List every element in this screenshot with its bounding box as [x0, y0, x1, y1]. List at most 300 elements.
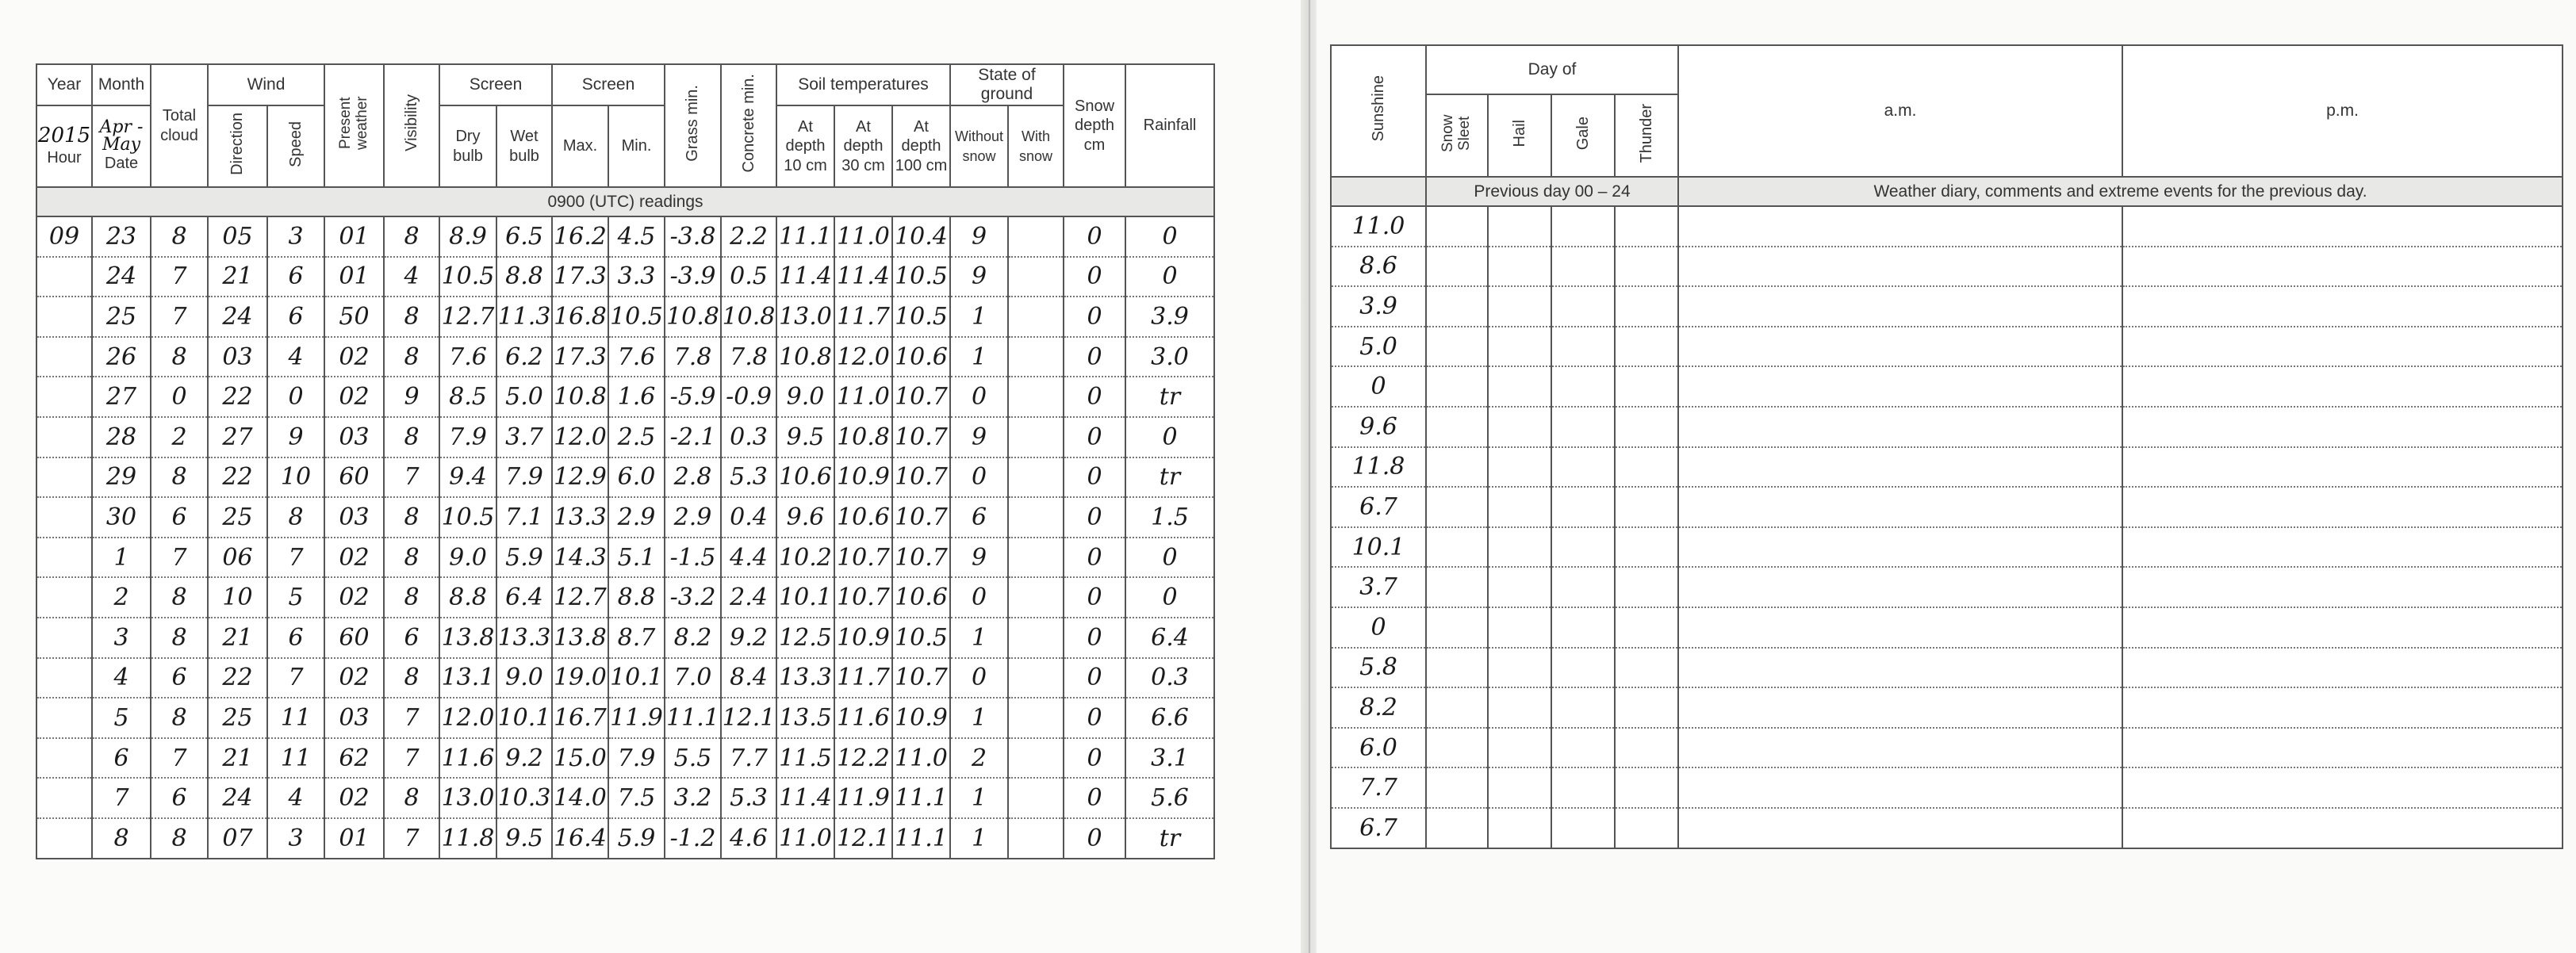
cell-vis: 6 — [384, 618, 439, 658]
cell-dir: 10 — [208, 577, 267, 618]
cell-speed: 9 — [267, 417, 324, 457]
cell-sunshine: 5.0 — [1331, 327, 1426, 367]
cell-pm — [2122, 407, 2563, 447]
cell-am — [1678, 327, 2122, 367]
cell-without: 1 — [950, 618, 1008, 658]
cell-soil30: 12.2 — [834, 738, 892, 779]
cell-min: 7.5 — [608, 778, 665, 818]
cell-snow: 0 — [1064, 457, 1125, 498]
day-of-header: Day of — [1426, 45, 1678, 94]
cell-soil100: 10.5 — [892, 257, 950, 297]
cell-dry: 12.7 — [439, 297, 496, 337]
cell-dir: 25 — [208, 497, 267, 538]
diary-row — [1331, 247, 2563, 287]
cell-min: 5.1 — [608, 538, 665, 578]
cell-cloud: 8 — [151, 818, 208, 859]
cell-grass: -1.2 — [665, 818, 721, 859]
cell-max: 10.8 — [552, 377, 608, 417]
cell-speed: 11 — [267, 698, 324, 738]
cell-pm — [2122, 247, 2563, 287]
band-empty — [1331, 177, 1426, 206]
cell-soil10: 11.4 — [776, 778, 834, 818]
cell-speed: 3 — [267, 216, 324, 257]
cell-sunshine: 3.7 — [1331, 567, 1426, 607]
cell-vis: 7 — [384, 738, 439, 779]
cell-soil30: 10.9 — [834, 618, 892, 658]
cell-max: 16.7 — [552, 698, 608, 738]
cell-thunder — [1615, 206, 1678, 247]
cell-snow: 0 — [1064, 337, 1125, 377]
observation-row — [36, 457, 1214, 498]
cell-cloud: 7 — [151, 297, 208, 337]
cell-weather: 03 — [324, 698, 384, 738]
cell-pm — [2122, 447, 2563, 488]
cell-snow: 0 — [1064, 577, 1125, 618]
cell-rain: 0 — [1125, 216, 1214, 257]
cell-without: 2 — [950, 738, 1008, 779]
cell-snow: 0 — [1064, 417, 1125, 457]
cell-concrete: 5.3 — [721, 457, 776, 498]
observation-row — [36, 497, 1214, 538]
cell-without: 0 — [950, 577, 1008, 618]
cell-min: 7.6 — [608, 337, 665, 377]
cell-rain: 6.6 — [1125, 698, 1214, 738]
cell-sunshine: 8.6 — [1331, 247, 1426, 287]
cell-hour — [36, 337, 92, 377]
cell-grass: -3.8 — [665, 216, 721, 257]
cell-gale — [1551, 527, 1615, 568]
cell-concrete: 2.2 — [721, 216, 776, 257]
diary-row — [1331, 527, 2563, 568]
cell-hour — [36, 698, 92, 738]
cell-date: 6 — [92, 738, 151, 779]
cell-with — [1008, 738, 1064, 779]
cell-soil10: 9.0 — [776, 377, 834, 417]
cell-weather: 03 — [324, 497, 384, 538]
cell-cloud: 6 — [151, 658, 208, 698]
cell-without: 1 — [950, 778, 1008, 818]
cell-weather: 60 — [324, 457, 384, 498]
cell-weather: 02 — [324, 538, 384, 578]
cell-grass: -5.9 — [665, 377, 721, 417]
cell-speed: 10 — [267, 457, 324, 498]
cell-pm — [2122, 206, 2563, 247]
cell-sunshine: 11.0 — [1331, 206, 1426, 247]
cell-grass: 10.8 — [665, 297, 721, 337]
cell-speed: 7 — [267, 658, 324, 698]
cell-thunder — [1615, 407, 1678, 447]
cell-soil30: 11.0 — [834, 377, 892, 417]
observation-row — [36, 216, 1214, 257]
observation-row — [36, 698, 1214, 738]
cell-soil10: 11.5 — [776, 738, 834, 779]
cell-soil30: 10.8 — [834, 417, 892, 457]
cell-with — [1008, 216, 1064, 257]
cell-date: 28 — [92, 417, 151, 457]
cell-sunshine: 10.1 — [1331, 527, 1426, 568]
cell-thunder — [1615, 447, 1678, 488]
cell-sunshine: 9.6 — [1331, 407, 1426, 447]
cell-thunder — [1615, 767, 1678, 808]
cell-speed: 7 — [267, 538, 324, 578]
cell-vis: 8 — [384, 337, 439, 377]
cell-without: 0 — [950, 457, 1008, 498]
cell-date: 25 — [92, 297, 151, 337]
gale-header: Gale — [1551, 94, 1615, 177]
cell-date: 27 — [92, 377, 151, 417]
cell-hail — [1488, 407, 1551, 447]
cell-snow-sleet — [1426, 247, 1488, 287]
concrete-min-header: Concrete min. — [721, 64, 776, 187]
cell-min: 4.5 — [608, 216, 665, 257]
cell-am — [1678, 728, 2122, 768]
cell-hour — [36, 658, 92, 698]
direction-header: Direction — [208, 105, 267, 187]
diary-row — [1331, 206, 2563, 247]
cell-pm — [2122, 366, 2563, 407]
cell-date: 29 — [92, 457, 151, 498]
cell-snow-sleet — [1426, 567, 1488, 607]
cell-grass: -3.9 — [665, 257, 721, 297]
cell-wet: 3.7 — [496, 417, 552, 457]
cell-soil100: 10.7 — [892, 658, 950, 698]
cell-am — [1678, 808, 2122, 848]
cell-dry: 10.5 — [439, 257, 496, 297]
cell-snow-sleet — [1426, 447, 1488, 488]
cell-sunshine: 6.7 — [1331, 487, 1426, 527]
cell-with — [1008, 377, 1064, 417]
cell-vis: 8 — [384, 538, 439, 578]
cell-with — [1008, 618, 1064, 658]
cell-gale — [1551, 728, 1615, 768]
cell-hail — [1488, 767, 1551, 808]
cell-snow: 0 — [1064, 257, 1125, 297]
cell-min: 10.5 — [608, 297, 665, 337]
cell-dir: 21 — [208, 257, 267, 297]
cell-concrete: 4.6 — [721, 818, 776, 859]
am-header: a.m. — [1678, 45, 2122, 177]
cell-thunder — [1615, 687, 1678, 728]
total-cloud-header: Total cloud — [151, 64, 208, 187]
cell-dry: 10.5 — [439, 497, 496, 538]
cell-am — [1678, 567, 2122, 607]
diary-row — [1331, 327, 2563, 367]
cell-concrete: 10.8 — [721, 297, 776, 337]
cell-grass: -1.5 — [665, 538, 721, 578]
cell-gale — [1551, 247, 1615, 287]
cell-hour — [36, 738, 92, 779]
cell-date: 7 — [92, 778, 151, 818]
cell-sunshine: 5.8 — [1331, 648, 1426, 688]
year-hour-cell — [36, 105, 92, 187]
cell-with — [1008, 337, 1064, 377]
snow-sleet-header: Snow Sleet — [1426, 94, 1488, 177]
cell-min: 6.0 — [608, 457, 665, 498]
cell-cloud: 8 — [151, 457, 208, 498]
cell-rain: tr — [1125, 818, 1214, 859]
cell-min: 11.9 — [608, 698, 665, 738]
cell-soil10: 13.0 — [776, 297, 834, 337]
cell-dry: 9.4 — [439, 457, 496, 498]
cell-rain: 0 — [1125, 577, 1214, 618]
cell-snow-sleet — [1426, 767, 1488, 808]
cell-max: 15.0 — [552, 738, 608, 779]
cell-wet: 10.3 — [496, 778, 552, 818]
cell-without: 1 — [950, 818, 1008, 859]
observation-row — [36, 778, 1214, 818]
cell-thunder — [1615, 527, 1678, 568]
cell-wet: 8.8 — [496, 257, 552, 297]
screen-header-1: Screen — [439, 64, 552, 105]
cell-without: 1 — [950, 297, 1008, 337]
cell-hour — [36, 497, 92, 538]
cell-with — [1008, 417, 1064, 457]
month-header: Month — [92, 64, 151, 105]
cell-weather: 03 — [324, 417, 384, 457]
cell-hail — [1488, 286, 1551, 327]
cell-am — [1678, 487, 2122, 527]
cell-concrete: 7.8 — [721, 337, 776, 377]
cell-cloud: 7 — [151, 538, 208, 578]
cell-dry: 9.0 — [439, 538, 496, 578]
cell-speed: 6 — [267, 297, 324, 337]
cell-grass: -2.1 — [665, 417, 721, 457]
diary-row — [1331, 648, 2563, 688]
cell-pm — [2122, 607, 2563, 648]
observation-row — [36, 658, 1214, 698]
cell-vis: 8 — [384, 417, 439, 457]
cell-dry: 7.6 — [439, 337, 496, 377]
cell-rain: 5.6 — [1125, 778, 1214, 818]
cell-rain: 1.5 — [1125, 497, 1214, 538]
observation-row — [36, 818, 1214, 859]
grass-min-header: Grass min. — [665, 64, 721, 187]
cell-grass: 3.2 — [665, 778, 721, 818]
cell-rain: 0 — [1125, 417, 1214, 457]
cell-gale — [1551, 767, 1615, 808]
cell-snow-sleet — [1426, 206, 1488, 247]
year-header: Year — [36, 64, 92, 105]
cell-speed: 3 — [267, 818, 324, 859]
cell-max: 19.0 — [552, 658, 608, 698]
cell-concrete: 9.2 — [721, 618, 776, 658]
observation-row — [36, 618, 1214, 658]
speed-header: Speed — [267, 105, 324, 187]
cell-max: 16.2 — [552, 216, 608, 257]
snow-depth-header: Snow depth cm — [1064, 64, 1125, 187]
cell-soil10: 11.4 — [776, 257, 834, 297]
diary-row — [1331, 567, 2563, 607]
fold-line — [1309, 0, 1310, 953]
cell-pm — [2122, 648, 2563, 688]
cell-speed: 11 — [267, 738, 324, 779]
cell-hail — [1488, 366, 1551, 407]
cell-snow-sleet — [1426, 728, 1488, 768]
cell-concrete: 0.4 — [721, 497, 776, 538]
cell-soil30: 11.9 — [834, 778, 892, 818]
diary-row — [1331, 607, 2563, 648]
diary-row — [1331, 487, 2563, 527]
cell-dry: 8.8 — [439, 577, 496, 618]
cell-speed: 4 — [267, 778, 324, 818]
cell-am — [1678, 366, 2122, 407]
diary-row — [1331, 687, 2563, 728]
cell-without: 9 — [950, 257, 1008, 297]
cell-gale — [1551, 648, 1615, 688]
cell-with — [1008, 818, 1064, 859]
cell-hour: 09 — [36, 216, 92, 257]
cell-hail — [1488, 808, 1551, 848]
max-header: Max. — [552, 105, 608, 187]
cell-weather: 02 — [324, 337, 384, 377]
cell-grass: 8.2 — [665, 618, 721, 658]
cell-max: 13.3 — [552, 497, 608, 538]
cell-grass: 2.9 — [665, 497, 721, 538]
month-value: Apr - May — [99, 117, 144, 155]
cell-soil30: 10.9 — [834, 457, 892, 498]
cell-sunshine: 6.0 — [1331, 728, 1426, 768]
cell-hail — [1488, 567, 1551, 607]
cell-hour — [36, 778, 92, 818]
cell-soil10: 11.0 — [776, 818, 834, 859]
cell-snow: 0 — [1064, 216, 1125, 257]
cell-without: 0 — [950, 658, 1008, 698]
cell-gale — [1551, 286, 1615, 327]
cell-soil100: 10.7 — [892, 417, 950, 457]
cell-rain: 0.3 — [1125, 658, 1214, 698]
cell-soil10: 10.8 — [776, 337, 834, 377]
cell-speed: 5 — [267, 577, 324, 618]
observation-row — [36, 377, 1214, 417]
cell-soil30: 11.7 — [834, 297, 892, 337]
readings-band: 0900 (UTC) readings — [36, 187, 1214, 216]
dry-bulb-header: Dry bulb — [439, 105, 496, 187]
hail-header: Hail — [1488, 94, 1551, 177]
cell-dir: 22 — [208, 457, 267, 498]
cell-concrete: 4.4 — [721, 538, 776, 578]
cell-cloud: 8 — [151, 337, 208, 377]
cell-dir: 25 — [208, 698, 267, 738]
depth-10-header: At depth 10 cm — [776, 105, 834, 187]
cell-rain: tr — [1125, 457, 1214, 498]
without-snow-header: Without snow — [950, 105, 1008, 187]
cell-soil100: 10.7 — [892, 538, 950, 578]
cell-min: 7.9 — [608, 738, 665, 779]
cell-dir: 24 — [208, 297, 267, 337]
cell-rain: 3.1 — [1125, 738, 1214, 779]
cell-hour — [36, 457, 92, 498]
cell-wet: 9.0 — [496, 658, 552, 698]
cell-vis: 7 — [384, 818, 439, 859]
cell-cloud: 7 — [151, 257, 208, 297]
cell-soil100: 10.5 — [892, 297, 950, 337]
cell-grass: -3.2 — [665, 577, 721, 618]
cell-weather: 02 — [324, 778, 384, 818]
cell-soil100: 10.6 — [892, 577, 950, 618]
hour-label: Hour — [47, 149, 82, 167]
cell-thunder — [1615, 327, 1678, 367]
cell-hail — [1488, 527, 1551, 568]
cell-without: 1 — [950, 698, 1008, 738]
cell-soil100: 10.6 — [892, 337, 950, 377]
cell-dry: 13.0 — [439, 778, 496, 818]
visibility-header: Visibility — [384, 64, 439, 187]
observation-row — [36, 577, 1214, 618]
cell-concrete: 2.4 — [721, 577, 776, 618]
cell-soil100: 10.7 — [892, 457, 950, 498]
diary-row — [1331, 767, 2563, 808]
cell-dir: 21 — [208, 738, 267, 779]
cell-wet: 11.3 — [496, 297, 552, 337]
cell-snow: 0 — [1064, 497, 1125, 538]
cell-snow-sleet — [1426, 327, 1488, 367]
cell-vis: 8 — [384, 658, 439, 698]
cell-thunder — [1615, 808, 1678, 848]
cell-min: 3.3 — [608, 257, 665, 297]
cell-snow: 0 — [1064, 538, 1125, 578]
cell-weather: 60 — [324, 618, 384, 658]
cell-am — [1678, 247, 2122, 287]
state-of-ground-header: State of ground — [950, 64, 1064, 105]
observations-table — [36, 63, 1215, 859]
soil-temperatures-header: Soil temperatures — [776, 64, 950, 105]
cell-soil100: 10.7 — [892, 377, 950, 417]
cell-soil10: 10.2 — [776, 538, 834, 578]
sunshine-header: Sunshine — [1331, 45, 1426, 177]
cell-soil10: 9.6 — [776, 497, 834, 538]
date-label: Date — [104, 155, 139, 173]
cell-soil100: 11.1 — [892, 778, 950, 818]
cell-min: 2.9 — [608, 497, 665, 538]
cell-cloud: 8 — [151, 577, 208, 618]
cell-rain: 0 — [1125, 257, 1214, 297]
cell-vis: 8 — [384, 297, 439, 337]
cell-am — [1678, 687, 2122, 728]
cell-without: 9 — [950, 216, 1008, 257]
cell-min: 2.5 — [608, 417, 665, 457]
diary-row — [1331, 728, 2563, 768]
observation-row — [36, 738, 1214, 779]
cell-hour — [36, 618, 92, 658]
cell-soil10: 13.5 — [776, 698, 834, 738]
cell-thunder — [1615, 607, 1678, 648]
cell-speed: 4 — [267, 337, 324, 377]
cell-min: 10.1 — [608, 658, 665, 698]
cell-cloud: 6 — [151, 497, 208, 538]
cell-hail — [1488, 687, 1551, 728]
cell-grass: 7.8 — [665, 337, 721, 377]
cell-pm — [2122, 728, 2563, 768]
diary-table — [1330, 44, 2563, 849]
cell-wet: 7.9 — [496, 457, 552, 498]
cell-snow: 0 — [1064, 618, 1125, 658]
cell-am — [1678, 286, 2122, 327]
cell-without: 9 — [950, 417, 1008, 457]
cell-hail — [1488, 247, 1551, 287]
cell-with — [1008, 457, 1064, 498]
cell-pm — [2122, 567, 2563, 607]
cell-vis: 9 — [384, 377, 439, 417]
cell-concrete: 5.3 — [721, 778, 776, 818]
cell-gale — [1551, 487, 1615, 527]
cell-gale — [1551, 447, 1615, 488]
cell-concrete: -0.9 — [721, 377, 776, 417]
cell-sunshine: 6.7 — [1331, 808, 1426, 848]
cell-am — [1678, 767, 2122, 808]
depth-100-header: At depth 100 cm — [892, 105, 950, 187]
cell-vis: 8 — [384, 577, 439, 618]
cell-dir: 03 — [208, 337, 267, 377]
